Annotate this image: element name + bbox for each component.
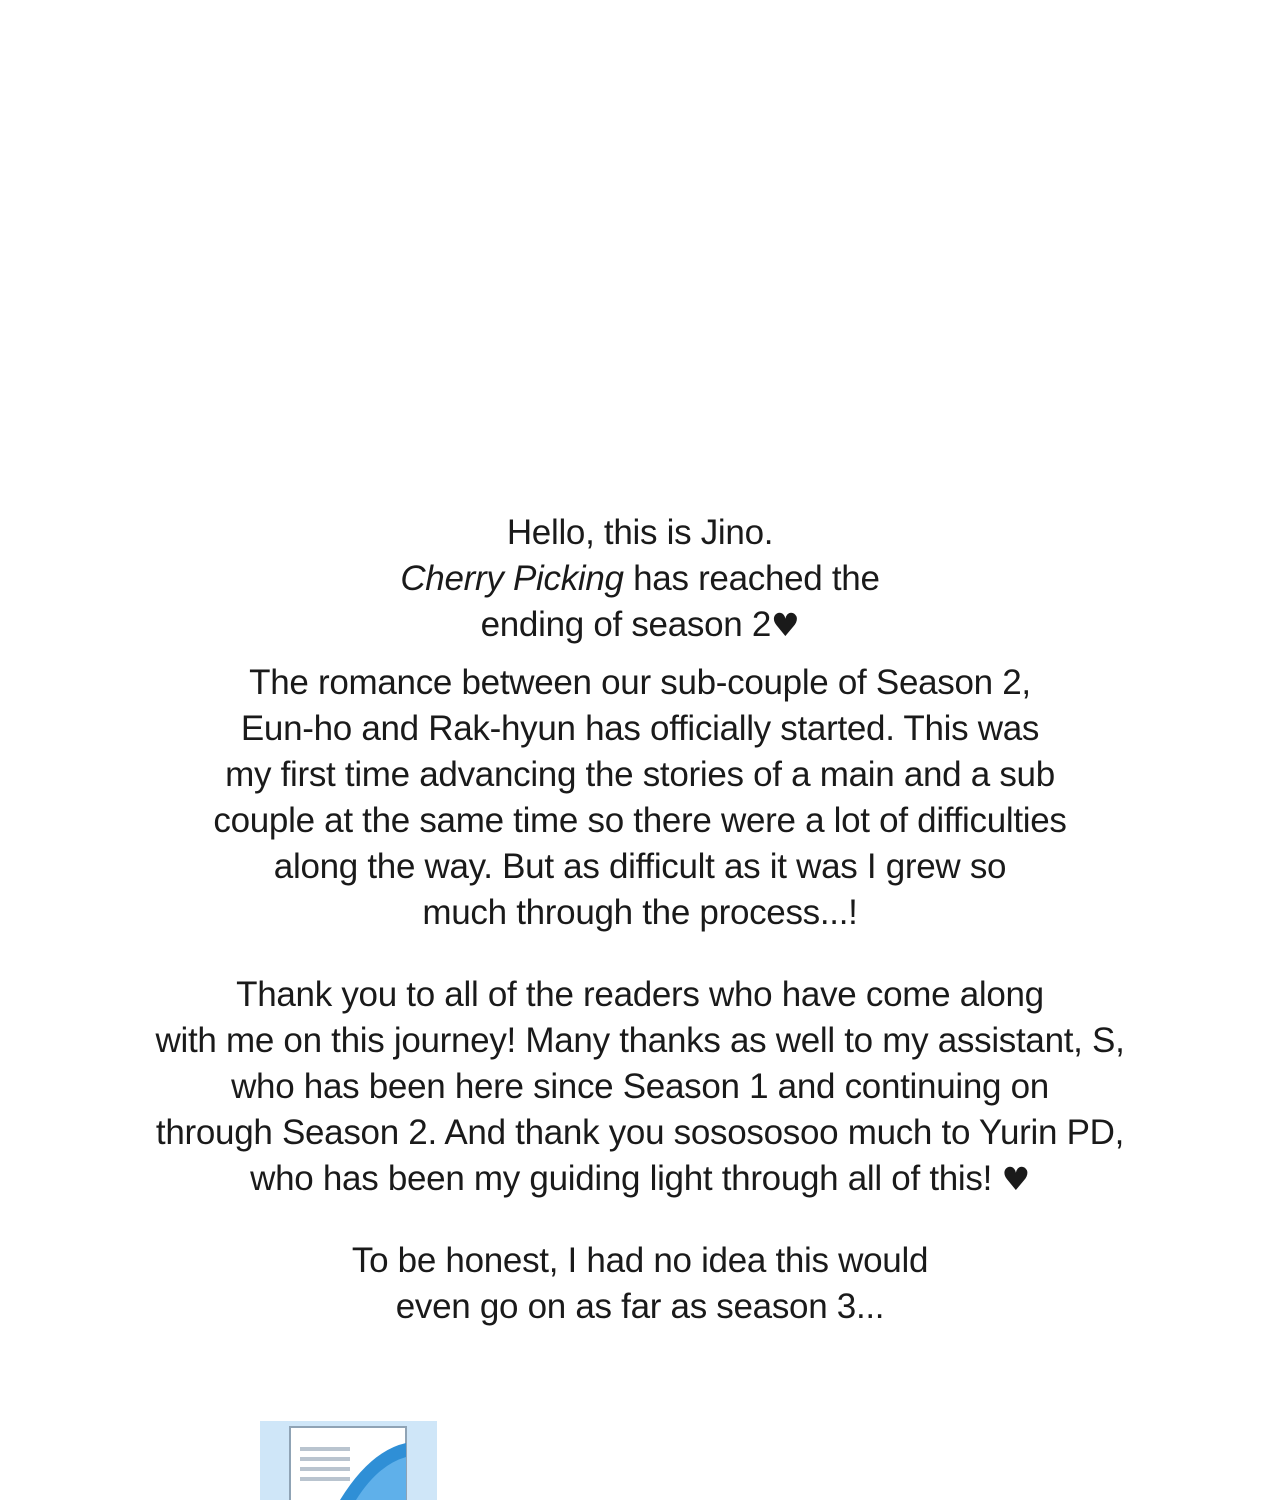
document-icon-graphic xyxy=(260,1421,437,1500)
note-line: Cherry Picking has reached the xyxy=(400,559,880,598)
thanks-paragraph xyxy=(0,972,1280,1202)
note-line: even go on as far as season 3... xyxy=(395,1287,885,1326)
document-image-icon xyxy=(260,1421,437,1500)
note-line: couple at the same time so there were a lot of difficulties xyxy=(213,801,1067,840)
note-line: Hello, this is Jino. xyxy=(506,513,774,552)
note-line: Thank you to all of the readers who have come along xyxy=(236,975,1044,1014)
season-paragraph xyxy=(0,1238,1280,1330)
author-note xyxy=(0,510,1280,1330)
note-line: much through the process...! xyxy=(422,893,858,932)
note-line: along the way. But as difficult as it was I grew so xyxy=(273,847,1007,886)
note-line: my first time advancing the stories of a main and a sub xyxy=(225,755,1055,794)
romance-paragraph xyxy=(0,660,1280,936)
note-line: who has been my guiding light through all of this! ♥ xyxy=(250,1159,1030,1198)
note-line: Eun-ho and Rak-hyun has officially started. This was xyxy=(240,709,1040,748)
series-title: Cherry Picking xyxy=(400,559,624,598)
heart-icon: ♥ xyxy=(771,606,800,644)
note-line: with me on this journey! Many thanks as well to my assistant, S, xyxy=(155,1021,1125,1060)
note-line: To be honest, I had no idea this would xyxy=(351,1241,929,1280)
heart-icon: ♥ xyxy=(1001,1160,1030,1198)
note-line: who has been here since Season 1 and continuing on xyxy=(231,1067,1049,1106)
greeting-paragraph xyxy=(0,510,1280,648)
note-line: ending of season 2♥ xyxy=(480,605,800,644)
note-line: The romance between our sub-couple of Season 2, xyxy=(249,663,1031,702)
note-line: through Season 2. And thank you sosososoo much to Yurin PD, xyxy=(155,1113,1125,1152)
